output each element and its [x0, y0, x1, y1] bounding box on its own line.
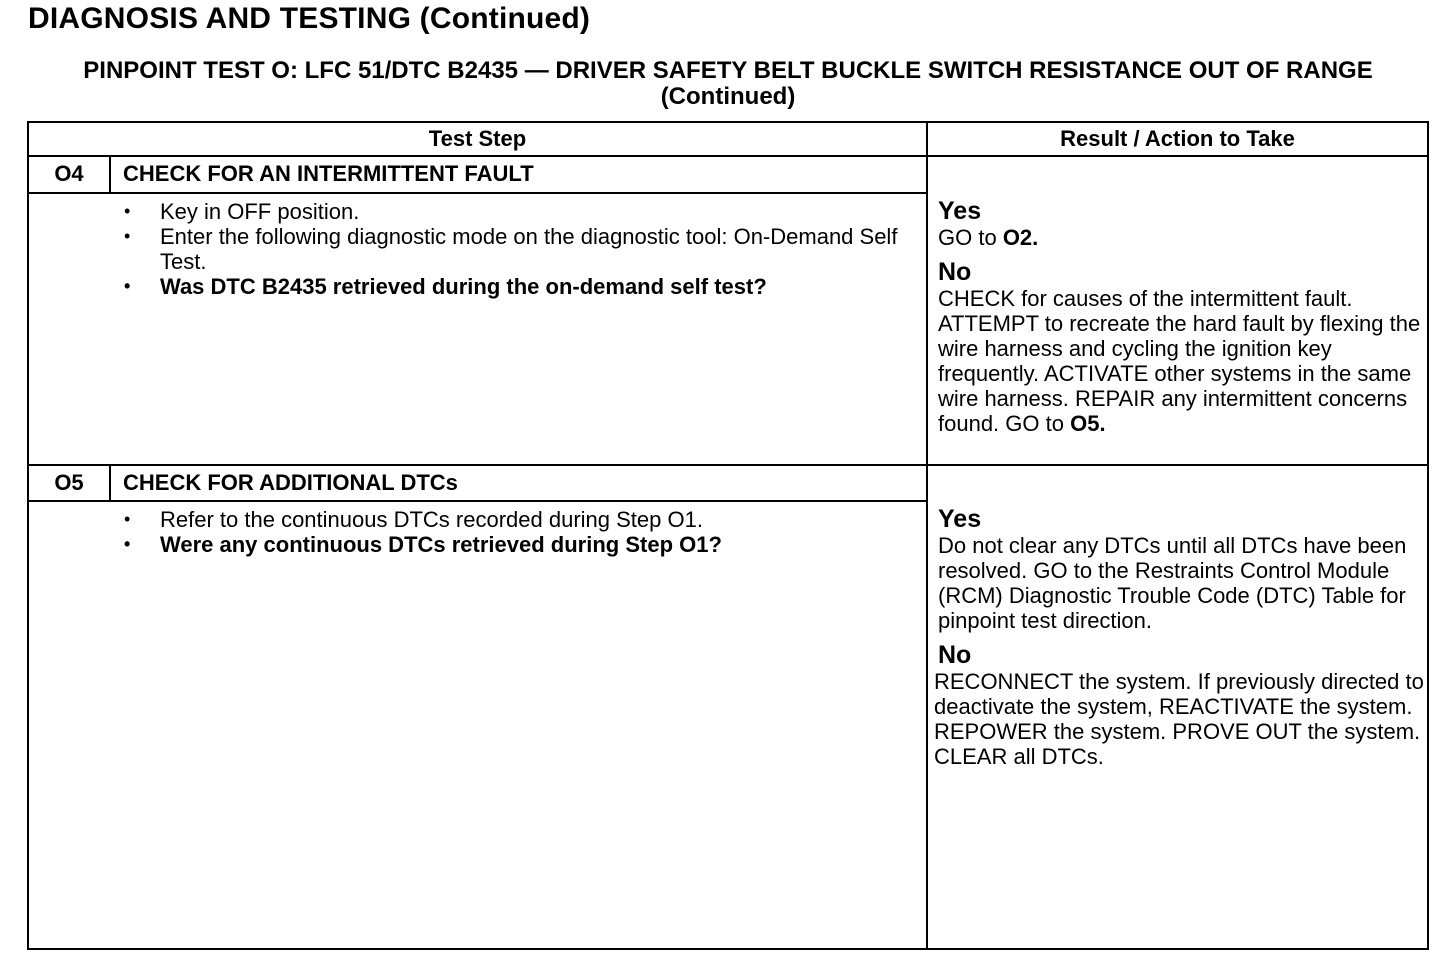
list-item: • Key in OFF position.	[124, 199, 360, 224]
list-item: • Were any continuous DTCs retrieved during Step O1?	[124, 532, 722, 557]
step-title-divider-o5	[27, 500, 928, 502]
result-o4	[938, 197, 1426, 436]
yes-label: Yes	[938, 505, 982, 533]
yes-label: Yes	[938, 197, 982, 225]
no-label: No	[938, 258, 972, 286]
pinpoint-test-subtitle: PINPOINT TEST O: LFC 51/DTC B2435 — DRIVER SAFETY BELT BUCKLE SWITCH RESISTANCE OUT OF RANGE (Continued)	[83, 57, 1373, 110]
no-label: No	[938, 641, 972, 669]
column-divider	[926, 121, 928, 950]
no-action: CHECK for causes of the intermittent fault. ATTEMPT to recreate the hard fault by flexing the wire harness and cycling the ignition key frequently. ACTIVATE other systems in the same wire harness. REPAIR any intermittent concerns found. GO to O5.	[938, 286, 1421, 436]
header-test-step: Test Step	[428, 126, 527, 151]
yes-action: GO to O2.	[938, 225, 1039, 250]
page-title: DIAGNOSIS AND TESTING (Continued)	[28, 2, 591, 35]
step-id-o5: O5	[54, 470, 84, 495]
step-id-o4: O4	[54, 161, 84, 186]
header-result-action: Result / Action to Take	[1060, 126, 1295, 151]
step-title-o4: CHECK FOR AN INTERMITTENT FAULT	[123, 161, 534, 186]
yes-action: Do not clear any DTCs until all DTCs have been resolved. GO to the Restraints Control Module (RCM) Diagnostic Trouble Code (DTC) Table for pinpoint test direction.	[938, 533, 1407, 633]
result-o5	[934, 505, 1426, 769]
list-item: • Was DTC B2435 retrieved during the on-demand self test?	[124, 274, 767, 299]
no-action: RECONNECT the system. If previously directed to deactivate the system, REACTIVATE the system. REPOWER the system. PROVE OUT the system. CLEAR all DTCs.	[934, 669, 1424, 769]
step-title-o5: CHECK FOR ADDITIONAL DTCs	[123, 470, 458, 495]
step-o4-bullets	[118, 199, 898, 299]
list-item: • Enter the following diagnostic mode on the diagnostic tool: On-Demand Self Test.	[124, 224, 898, 274]
step-title-divider-o4	[27, 192, 928, 194]
list-item: • Refer to the continuous DTCs recorded during Step O1.	[124, 507, 703, 532]
step-o5-bullets	[118, 507, 898, 557]
